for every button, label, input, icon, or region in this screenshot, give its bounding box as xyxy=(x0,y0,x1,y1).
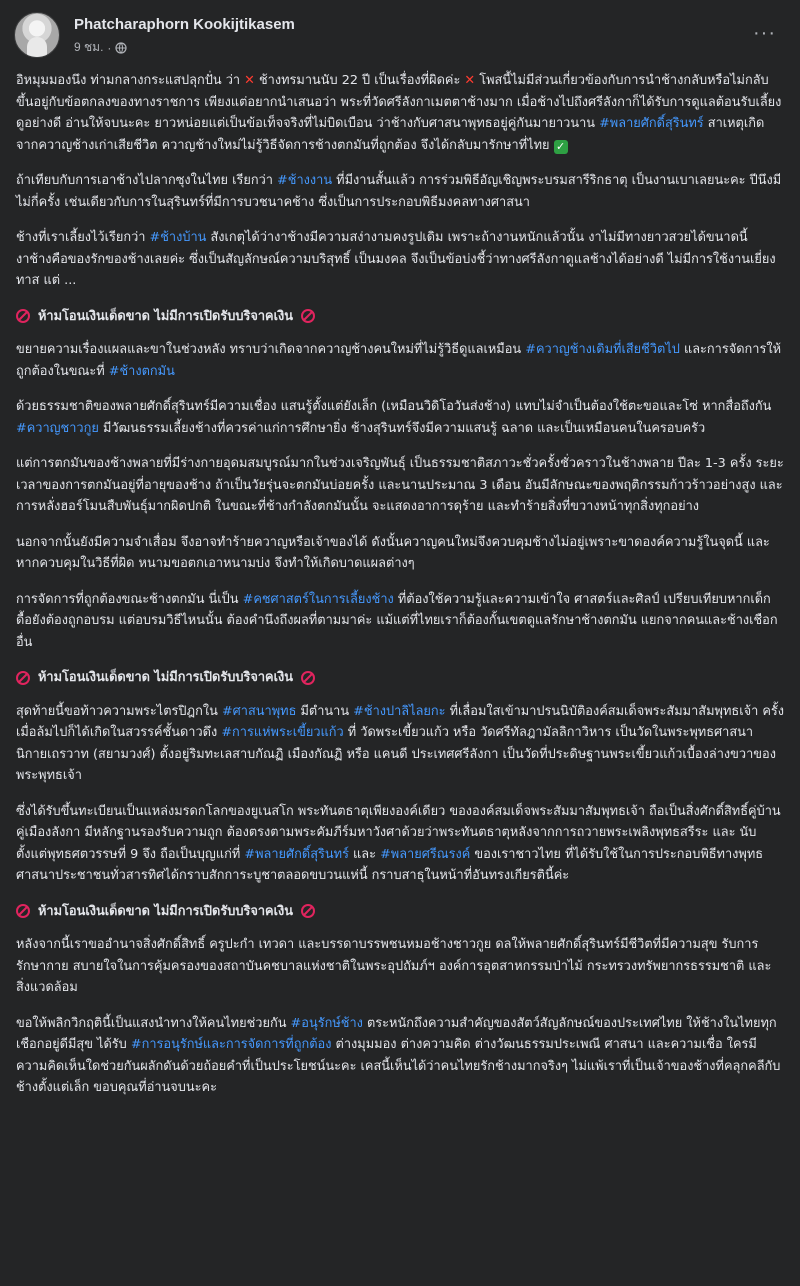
hashtag-link[interactable]: #ศาสนาพุทธ xyxy=(221,703,297,719)
paragraph-1: อิหมุมมองนึง ท่ามกลางกระแสปลุกปั่น ว่า ✕ ช้างทรมานนับ 22 ปี เป็นเรื่องที่ผิดค่ะ ✕ โพสนี้ไม่มีส่วนเกี่ยวข้องกับการนำช้างกลับหรือไม่กลับ ขึ้นอยู่กับข้อตกลงของทางราชการ เพียงแต่อยากนำเสนอว่า พระที่วัดศรีลังกาเมตตาช้างมาก เมื่อช้างไปถึงศรีลังกาก็ได้รับการดูแลต้อนรับเลี้ยงดูอย่างดี อ่านให้จบนะคะ ยาวหน่อยแต่เป็นข้อเท็จจริงที่ไม่บิดเบือน ว่าช้างกับศาสนาพุทธอยู่คู่กันมายาวนาน #พลายศักดิ์สุรินทร์ สาเหตุเกิดจากควาญช้างเก่าเสียชีวิต ควาญช้างใหม่ไม่รู้วิธีจัดการช้างตกมันที่ถูกต้อง จึงได้กลับมารักษาที่ไทย ✓ xyxy=(16,73,782,153)
paragraph-12: ขอให้พลิกวิกฤตินี้เป็นแสงนำทางให้คนไทยช่วยกัน #อนุรักษ์ช้าง ตระหนักถึงความสำคัญของสัตว์สัญลักษณ์ของประเทศไทย ให้ช้างในไทยทุกเชือกอยู่ดีมีสุข ได้รับ #การอนุรักษ์และการจัดการที่ถูกต้อง ต่างมุมมอง ต่างความคิด ต่างวัฒนธรรมประเพณี ศาสนา และความเชื่อ ใครมีความคิดเห็นใดช่วยกันผลักดันด้วยถ้อยคำที่เป็นประโยชน์นะคะ เคสนี้เห็นได้ว่าคนไทยรักช้างมากจริงๆ ไม่แพ้เราที่เป็นเจ้าของช้างที่คลุกคลีกับช้างตั้งแต่เล็ก ขอบคุณที่อ่านจบนะคะ xyxy=(16,1015,781,1095)
hashtag-link[interactable]: #ช้างบ้าน xyxy=(149,230,207,245)
post-time[interactable]: 9 ชม. xyxy=(74,40,104,54)
hashtag-link[interactable]: #พลายศักดิ์สุรินทร์ xyxy=(244,846,349,862)
hashtag-link[interactable]: #พลายศรีณรงค์ xyxy=(380,846,471,862)
no-donation-notice: ห้ามโอนเงินเด็ดขาด ไม่มีการเปิดรับบริจาคเงิน xyxy=(16,667,784,689)
paragraph-10: ซึ่งได้รับขึ้นทะเบียนเป็นแหล่งมรดกโลกของยูเนสโก พระทันตธาตุเพียงองค์เดียว ขององค์สมเด็จพระสัมมาสัมพุทธเจ้า ถือเป็นสิ่งศักดิ์สิทธิ์คู่บ้านคู่เมืองลังกา มีหลักฐานรองรับความถูก ต้องตรงตามพระคัมภีร์มหาวังศาด้วยว่าพระทันตธาตุหลังจากการถวายพระเพลิงพุทธสรีระ และ นับตั้งแต่พุทธศตวรรษที่ 9 จึง ถือเป็นบุญแก่ที่ #พลายศักดิ์สุรินทร์ และ #พลายศรีณรงค์ ของเราชาวไทย ที่ได้รับใช้ในการประกอบพิธีทางพุทธศาสนาประชาชนทั่วสารทิศได้กราบสักการะบูชาตลอดขบวนแห่นี้ กราบสาธุในหน้าที่อันทรงเกียรตินี้ค่ะ xyxy=(16,803,781,883)
prohibited-icon xyxy=(16,309,30,323)
no-donation-notice: ห้ามโอนเงินเด็ดขาด ไม่มีการเปิดรับบริจาคเงิน xyxy=(16,901,784,923)
paragraph-5: ด้วยธรรมชาติของพลายศักดิ์สุรินทร์มีความเชื่อง แสนรู้ตั้งแต่ยังเล็ก (เหมือนวิดิโอวันส่งช้าง) แทบไม่จำเป็นต้องใช้ตะขอและโซ่ หากสื่อถึงกัน #ควาญชาวกูย มีวัฒนธรรมเลี้ยงช้างที่ควรค่าแก่การศึกษายิ่ง ช้างสุรินทร์จึงมีความแสนรู้ ฉลาด และเป็นเหมือนคนในครอบครัว xyxy=(16,399,772,436)
paragraph-11: หลังจากนี้เราขออำนาจสิ่งศักดิ์สิทธิ์ ครูปะกำ เทวดา และบรรดาบรรพชนหมอช้างชาวกูย ดลให้พลายศักดิ์สุรินทร์มีชีวิตที่มีความสุข รับการรักษากาย สบายใจในการคุ้มครองของสถาบันคชบาลแห่งชาติในพระอุปถัมภ์ฯ องค์การอุตสาหกรรมป่าไม้ กระทรวงทรัพยากรธรรมชาติ และสิ่งแวดล้อม xyxy=(16,937,772,995)
paragraph-7: นอกจากนั้นยังมีความจำเสื่อม จึงอาจทำร้ายควาญหรือเจ้าของได้ ดังนั้นควาญคนใหม่จึงควบคุมช้างไม่อยู่เพราะขาดองค์ความรู้ในจุดนี้ และหากควบคุมในวิธีที่ผิด หนามขอตกเอาหนามบ่ง จึงทำให้เกิดบาดแผลต่างๆ xyxy=(16,534,770,571)
cross-mark-icon: ✕ xyxy=(464,73,476,88)
post-body xyxy=(16,70,784,1113)
paragraph-4: ขยายความเรื่องแผลและขาในช่วงหลัง ทราบว่าเกิดจากควาญช้างคนใหม่ที่ไม่รู้วิธีดูแลเหมือน #ควาญช้างเดิมที่เสียชีวิตไป และการจัดการให้ถูกต้องในขณะที่ #ช้างตกมัน xyxy=(16,342,782,379)
prohibited-icon xyxy=(16,671,30,685)
check-mark-icon: ✓ xyxy=(554,140,568,154)
cross-mark-icon: ✕ xyxy=(244,73,255,88)
paragraph-6: แต่การตกมันของช้างพลายที่มีร่างกายอุดมสมบูรณ์มากในช่วงเจริญพันธุ์ เป็นธรรมชาติสภาวะชั่วครั้งชั่วคราวในช้างพลาย ปีละ 1-3 ครั้ง ระยะเวลาของการตกมันอยู่ที่อายุของช้าง ถ้าเป็นวัยรุ่นจะตกมันบ่อยครั้ง และนานประมาณ 3 เดือน อันมีลักษณะของพฤติกรรมก้าวร้าวอย่างสูง และการหลั่งฮอร์โมนสืบพันธุ์มากผิดปกติ ในขณะที่ช้างกำลังตกมันนั้น จะแสดงอาการดุร้าย และทำร้ายสิ่งที่ขวางหน้าทุกสิ่งทุกอย่าง xyxy=(16,456,784,514)
paragraph-2: ถ้าเทียบกับการเอาช้างไปลากซุงในไทย เรียกว่า #ช้างงาน ที่มีงานสั้นแล้ว การร่วมพิธีอัญเชิญพระบรมสารีริกธาตุ เป็นงานเบาเลยนะคะ ปีนึงมีไม่กี่ครั้ง เช่นเดียวกับการในสุรินทร์ที่มีการบวชนาคช้าง ซึ่งเป็นการประกอบพิธีมงคลทางศาสนา xyxy=(16,173,782,210)
prohibited-icon xyxy=(301,671,315,685)
hashtag-link[interactable]: #ควาญชาวกูย xyxy=(16,420,99,436)
paragraph-3: ช้างที่เราเลี้ยงไว้เรียกว่า #ช้างบ้าน สังเกตุได้ว่างาช้างมีความสง่างามคงรูปเดิม เพราะถ้างานหนักแล้วนั้น งาไม่มีทางยาวสวยได้ขนาดนี้ งาช้างคือของรักของช้างเลยค่ะ ซึ่งเป็นสัญลักษณ์ความบริสุทธิ์ เป็นมงคล จึงเป็นข้อบ่งชี้ว่าทางศรีลังกาดูแลช้างได้อย่างดี ไม่มีการใช้งานเยี่ยงทาส แต่ ... xyxy=(16,230,776,288)
author-name[interactable]: Phatcharaphorn Kookijtikasem xyxy=(74,16,295,33)
more-options-icon[interactable]: ··· xyxy=(753,22,776,44)
prohibited-icon xyxy=(16,904,30,918)
globe-icon[interactable] xyxy=(115,42,127,54)
post-header xyxy=(14,12,786,60)
prohibited-icon xyxy=(301,309,315,323)
hashtag-link[interactable]: #ช้างปาลิไลยกะ xyxy=(353,703,446,719)
hashtag-link[interactable]: #ช้างงาน xyxy=(277,173,333,188)
no-donation-notice: ห้ามโอนเงินเด็ดขาด ไม่มีการเปิดรับบริจาคเงิน xyxy=(16,306,784,328)
prohibited-icon xyxy=(301,904,315,918)
hashtag-link[interactable]: #อนุรักษ์ช้าง xyxy=(290,1015,363,1031)
post-meta: 9 ชม. · xyxy=(74,38,127,57)
hashtag-link[interactable]: #ช้างตกมัน xyxy=(108,363,175,379)
paragraph-9: สุดท้ายนี้ขอท้าวความพระไตรปิฎกใน #ศาสนาพุทธ มีตำนาน #ช้างปาลิไลยกะ ที่เลื่อมใสเข้ามาปรนนิบัติองค์สมเด็จพระสัมมาสัมพุทธเจ้า ครั้งเมื่อล้มไปก็ได้เกิดในสวรรค์ชั้นดาวดึง #การแห่พระเขี้ยวแก้ว ที่ วัดพระเขี้ยวแก้ว หรือ วัดศรีทัลฎามัลลิกาวิหาร เป็นวัดในพระพุทธศาสนานิกายเถรวาท (สยามวงศ์) ตั้งอยู่ริมทะเลสาบกัณฏิ เมืองกัณฏิ หรือ แคนดี ประเทศศรีลังกา เป็นวัดที่ประดิษฐานพระเขี้ยวแก้วเบื้องล่างขวาของพระพุทธเจ้า xyxy=(16,703,785,783)
paragraph-8: การจัดการที่ถูกต้องขณะช้างตกมัน นี่เป็น #คชศาสตร์ในการเลี้ยงช้าง ที่ต้องใช้ความรู้และความเข้าใจ ศาสตร์และศิลป์ เปรียบเทียบหากเด็กดื้อยังต้องถูกอบรม แต่อบรมวิธีไหนนั้น ต้องคำนึงถึงผลที่ตามมาค่ะ แม้แต่ที่ไทยเราก็ต้องกั้นเขตดูแลรักษาช้างตกมัน แยกจากคนและช้างเชือกอื่น xyxy=(16,591,778,650)
hashtag-link[interactable]: #พลายศักดิ์สุรินทร์ xyxy=(599,116,704,131)
avatar[interactable] xyxy=(14,12,60,58)
hashtag-link[interactable]: #การอนุรักษ์และการจัดการที่ถูกต้อง xyxy=(130,1037,332,1052)
hashtag-link[interactable]: #คชศาสตร์ในการเลี้ยงช้าง xyxy=(242,591,394,607)
hashtag-link[interactable]: #การแห่พระเขี้ยวแก้ว xyxy=(221,725,344,740)
hashtag-link[interactable]: #ควาญช้างเดิมที่เสียชีวิตไป xyxy=(525,342,680,357)
